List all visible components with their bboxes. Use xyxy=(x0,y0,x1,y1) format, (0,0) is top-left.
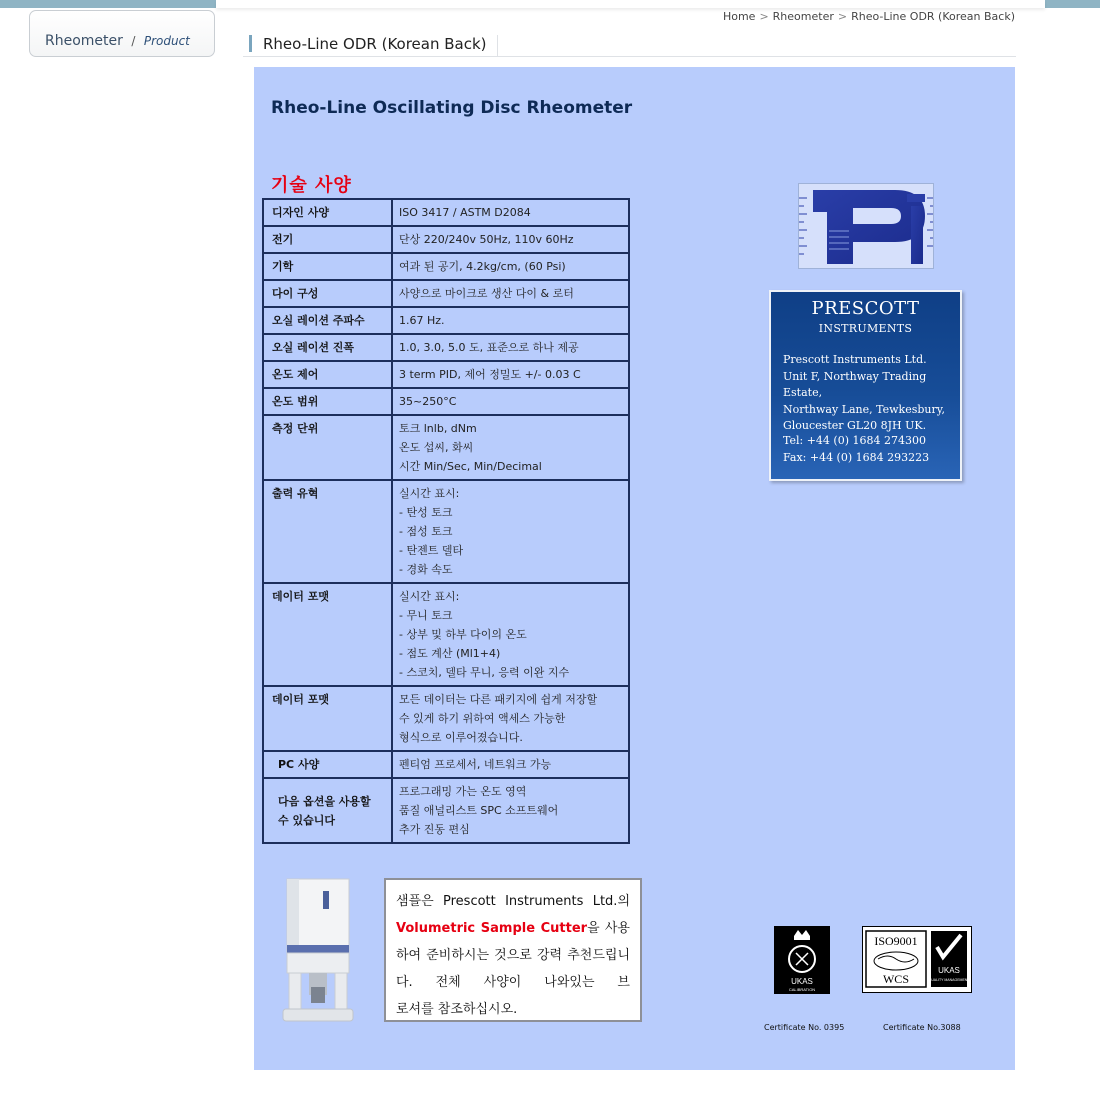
spec-value-line: - 점도 계산 (Ml1+4) xyxy=(399,647,501,660)
notice-text-last: 로셔를 참조하십시오. xyxy=(396,1002,518,1017)
spec-value-line: 토크 lnlb, dNm xyxy=(399,422,477,435)
ukas2-label: UKAS xyxy=(938,966,960,975)
ukas2-sub: QUALITY MANAGEMENT xyxy=(928,978,970,982)
breadcrumb-separator: > xyxy=(837,10,848,23)
spec-value xyxy=(392,280,629,307)
spec-value-line: 펜티엄 프로세서, 네트워크 가능 xyxy=(399,758,552,771)
spec-value xyxy=(392,415,629,480)
spec-row xyxy=(263,388,629,415)
rheometer-machine-image xyxy=(279,877,355,1025)
spec-value xyxy=(392,334,629,361)
spec-row xyxy=(263,480,629,583)
ukas-label: UKAS xyxy=(791,977,813,986)
iso9001-wcs-logo xyxy=(862,926,972,993)
certificate-caption-1: Certificate No. 0395 xyxy=(764,1023,845,1032)
wcs-label: WCS xyxy=(882,972,910,986)
spec-label: 기학 xyxy=(263,253,392,280)
spec-row xyxy=(263,751,629,778)
spec-value xyxy=(392,226,629,253)
spec-label: 디자인 사양 xyxy=(263,199,392,226)
address-line: Unit F, Northway Trading Estate, xyxy=(783,369,927,399)
page-title-bar xyxy=(243,30,1016,57)
rheometer-machine-graphic xyxy=(279,877,355,1025)
spec-value-line: - 탄성 토크 xyxy=(399,506,453,519)
ukas-sub: CALIBRATION xyxy=(788,987,816,992)
spec-row xyxy=(263,226,629,253)
spec-value-line: ISO 3417 / ASTM D2084 xyxy=(399,206,531,219)
spec-value-line: 추가 진동 편심 xyxy=(399,823,470,836)
address-line: Northway Lane, Tewkesbury, xyxy=(783,402,946,416)
spec-row xyxy=(263,253,629,280)
pi-logo-graphic xyxy=(799,184,934,269)
product-heading: Rheo-Line Oscillating Disc Rheometer xyxy=(271,98,633,118)
spec-value-line: - 스코치, 델타 무니, 응력 이완 지수 xyxy=(399,666,570,679)
certificate-caption-2: Certificate No.3088 xyxy=(883,1023,961,1032)
breadcrumb-current: Rheo-Line ODR (Korean Back) xyxy=(851,10,1015,23)
company-contact-card xyxy=(769,290,962,481)
sample-cutter-notice xyxy=(384,878,642,1022)
spec-value-line: 사양으로 마이크로 생산 다이 & 로터 xyxy=(399,287,574,300)
page-title: Rheo-Line ODR (Korean Back) xyxy=(263,35,498,57)
spec-label: 데이터 포맷 xyxy=(263,583,392,686)
spec-value-line: 형식으로 이루어졌습니다. xyxy=(399,731,523,744)
spec-value-line: 품질 애널리스트 SPC 소프트웨어 xyxy=(399,804,559,817)
spec-value-line: 온도 섭씨, 화씨 xyxy=(399,441,474,454)
spec-value xyxy=(392,199,629,226)
spec-value xyxy=(392,583,629,686)
spec-label: 다이 구성 xyxy=(263,280,392,307)
spec-label: 측정 단위 xyxy=(263,415,392,480)
company-address xyxy=(783,352,960,435)
spec-label: 온도 범위 xyxy=(263,388,392,415)
product-content-panel xyxy=(254,67,1015,1070)
spec-value-line: 수 있게 하기 위하여 액세스 가능한 xyxy=(399,712,566,725)
company-subtitle: INSTRUMENTS xyxy=(818,322,913,335)
iso-label: ISO9001 xyxy=(874,934,918,948)
spec-heading: 기술 사양 xyxy=(271,175,352,196)
company-name: PRESCOTT xyxy=(811,298,920,319)
spec-value-line: 3 term PID, 제어 정밀도 +/- 0.03 C xyxy=(399,368,581,381)
sidebar-subtitle: Product xyxy=(143,34,190,48)
spec-value-line: 시간 Min/Sec, Min/Decimal xyxy=(399,460,542,473)
spec-value-line: - 점성 토크 xyxy=(399,525,453,538)
page-title-accent xyxy=(249,35,252,52)
spec-value xyxy=(392,361,629,388)
spec-value xyxy=(392,686,629,751)
company-tel: Tel: +44 (0) 1684 274300 xyxy=(783,434,926,447)
breadcrumb-rheometer[interactable]: Rheometer xyxy=(772,10,834,23)
sidebar-title xyxy=(45,33,190,49)
spec-row xyxy=(263,334,629,361)
spec-row xyxy=(263,415,629,480)
iso9001-wcs-graphic xyxy=(863,927,971,992)
company-phone xyxy=(783,433,929,466)
breadcrumb-separator: > xyxy=(759,10,769,23)
spec-value xyxy=(392,778,629,843)
spec-value-line: 1.0, 3.0, 5.0 도, 표준으로 하나 제공 xyxy=(399,341,579,354)
spec-label: 오실 레이션 주파수 xyxy=(263,307,392,334)
breadcrumb-home[interactable]: Home xyxy=(722,10,756,23)
notice-text-after: 을 사용하여 준비하시는 것으로 강력 추천드립니다. 전체 사양이 나와있는 브 xyxy=(396,921,630,990)
breadcrumb xyxy=(723,10,1015,23)
sidebar-section-box xyxy=(29,10,215,57)
spec-label: 전기 xyxy=(263,226,392,253)
spec-label: PC 사양 xyxy=(263,751,392,778)
spec-table-body xyxy=(263,199,629,843)
spec-value-line: 35~250°C xyxy=(399,395,457,408)
ukas-calibration-graphic xyxy=(774,926,830,994)
spec-label: 오실 레이션 진폭 xyxy=(263,334,392,361)
spec-label: 출력 유혁 xyxy=(263,480,392,583)
spec-row xyxy=(263,199,629,226)
spec-value-line: 모든 데이터는 다른 패키지에 쉽게 저장할 xyxy=(399,693,598,706)
spec-value-line: 여과 된 공기, 4.2kg/cm, (60 Psi) xyxy=(399,260,566,273)
spec-row xyxy=(263,686,629,751)
address-line: Prescott Instruments Ltd. xyxy=(783,353,927,366)
address-line: Gloucester GL20 8JH UK. xyxy=(783,419,927,432)
spec-value xyxy=(392,751,629,778)
notice-highlight: Volumetric Sample Cutter xyxy=(396,921,588,936)
sidebar-title-slash: / xyxy=(131,34,136,48)
ukas-calibration-logo xyxy=(774,926,830,994)
spec-value xyxy=(392,388,629,415)
spec-value xyxy=(392,480,629,583)
spec-value-line: 1.67 Hz. xyxy=(399,314,445,327)
spec-value-line: - 경화 속도 xyxy=(399,563,453,576)
spec-value-line: - 탄젠트 델타 xyxy=(399,544,464,557)
spec-value xyxy=(392,253,629,280)
spec-row xyxy=(263,361,629,388)
spec-row xyxy=(263,280,629,307)
spec-value-line: 실시간 표시: xyxy=(399,590,460,603)
sidebar-title-text: Rheometer xyxy=(45,33,123,49)
spec-label: 데이터 포맷 xyxy=(263,686,392,751)
spec-row xyxy=(263,583,629,686)
spec-value-line: - 상부 및 하부 다이의 온도 xyxy=(399,628,527,641)
spec-value-line: 실시간 표시: xyxy=(399,487,460,500)
spec-label: 온도 제어 xyxy=(263,361,392,388)
notice-text-before: 샘플은 Prescott Instruments Ltd.의 xyxy=(396,894,630,909)
company-fax: Fax: +44 (0) 1684 293223 xyxy=(783,450,930,464)
pi-logo xyxy=(798,183,934,269)
spec-value xyxy=(392,307,629,334)
spec-value-line: 프로그래밍 가는 온도 영역 xyxy=(399,785,527,798)
spec-row xyxy=(263,307,629,334)
spec-row xyxy=(263,778,629,843)
spec-label: 다음 옵션을 사용할 수 있습니다 xyxy=(263,778,392,843)
top-content-strip xyxy=(216,0,1045,8)
spec-table xyxy=(262,198,630,844)
spec-value-line: - 무니 토크 xyxy=(399,609,453,622)
spec-value-line: 단상 220/240v 50Hz, 110v 60Hz xyxy=(399,233,574,246)
